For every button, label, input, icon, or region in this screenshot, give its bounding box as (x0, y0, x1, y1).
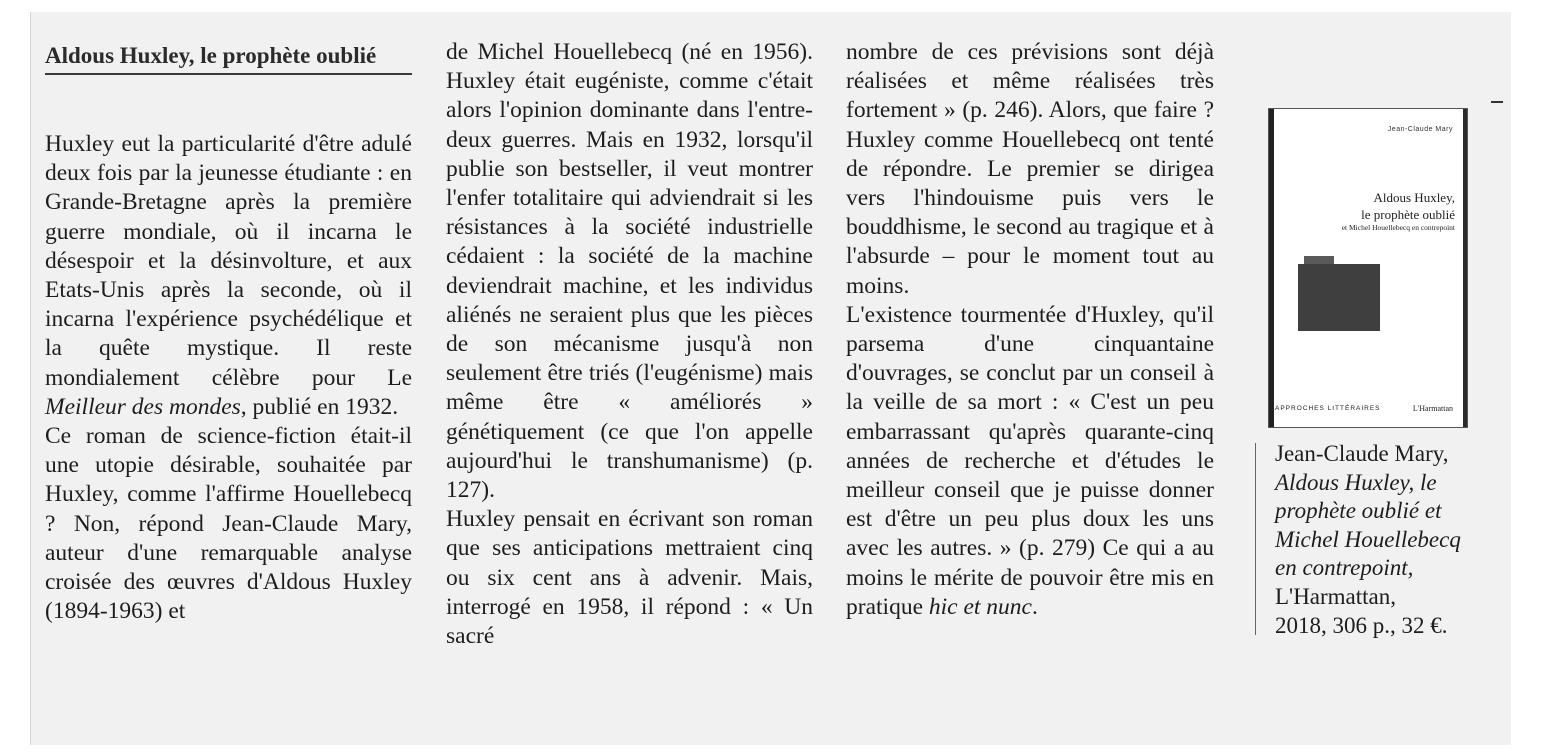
paragraph: Huxley eut la particularité d'être adulé deux fois par la jeunesse étudiante : en Grande-Bretagne après la première guerre mondiale, où il incarna le désespoir et la désinvolture, et aux Etats-Unis après la seconde, où il incarna l'expérience psychédélique et la quête mystique. Il reste mondialement célèbre pour Le Meilleur des mondes, publié en 1932. (45, 131, 412, 420)
article-column-3 (846, 38, 1214, 622)
cover-subtitle: et Michel Houellebecq en contrepoint (1341, 223, 1455, 232)
caption-title: prophète oublié et (1275, 498, 1442, 524)
cover-author: Jean-Claude Mary (1387, 126, 1453, 133)
caption-title: en contrepoint, (1275, 555, 1414, 581)
cover-title: Aldous Huxley, le prophète oublié (1361, 190, 1455, 222)
caption-author: Jean-Claude Mary, (1275, 441, 1449, 466)
caption-details: 2018, 306 p., 32 €. (1275, 612, 1448, 638)
book-cover (1268, 108, 1468, 428)
caption-title: Michel Houellebecq (1275, 526, 1461, 552)
book-caption (1275, 440, 1495, 640)
cover-spine (1269, 109, 1274, 427)
caption-divider (1255, 443, 1256, 635)
book-title-italic: Meilleur des mondes (45, 393, 241, 420)
cover-series: APPROCHES LITTÉRAIRES (1275, 405, 1381, 412)
article-column-1 (45, 130, 412, 626)
cover-photo (1298, 264, 1380, 331)
latin-phrase-italic: hic et nunc (928, 593, 1032, 620)
margin-mark (1491, 101, 1503, 103)
paragraph: Huxley pensait en écrivant son roman que ses anticipations mettraient cinq ou six cent ans à advenir. Mais, interrogé en 1958, il répond : « Un sacré (446, 506, 813, 650)
cover-edge (1463, 109, 1467, 427)
caption-title: Aldous Huxley, le (1275, 469, 1437, 495)
cover-publisher: L'Harmattan (1412, 404, 1453, 413)
paragraph: de Michel Houellebecq (né en 1956). Huxley était eugéniste, comme c'était alors l'opinion dominante dans l'entre-deux guerres. Mais en 1932, lorsqu'il publie son bestseller, il veut montrer l'enfer totalitaire qui adviendrait si les résistances à la société industrielle cédaient : la société de la machine deviendrait machine, et les individus aliénés ne seraient plus que les pièces de son mécanisme jusqu'à non seulement être triés (l'eugénisme) mais même être « améliorés » génétiquement (ce que l'on appelle aujourd'hui le transhumanisme) (p. 127). (446, 39, 813, 504)
paragraph: L'existence tourmentée d'Huxley, qu'il parsema d'une cinquantaine d'ouvrages, se conclut par un conseil à la veille de sa mort : « C'est un peu embarrassant qu'après quarante-cinq années de recherche et d'études le meilleur conseil que je puisse donner est d'être un peu plus doux les uns avec les autres. » (p. 279) Ce qui a au moins le mérite de pouvoir être mis en pratique hic et nunc. (846, 301, 1214, 620)
article-title: Aldous Huxley, le prophète oublié (45, 41, 412, 75)
article-column-2 (446, 38, 813, 651)
paragraph: Ce roman de science-fiction était-il une utopie désirable, souhaitée par Huxley, comme l'affirme Houellebecq ? Non, répond Jean-Claude Mary, auteur d'une remarquable analyse croisée des œuvres d'Aldous Huxley (1894-1963) et (45, 423, 412, 625)
caption-publisher: L'Harmattan, (1275, 583, 1397, 609)
paragraph: nombre de ces prévisions sont déjà réalisées et même réalisées très fortement » (p. 246). Alors, que faire ? Huxley comme Houellebecq ont tenté de répondre. Le premier se dirigea vers l'hindouisme puis vers le bouddhisme, le second au tragique et à l'absurde – pour le moment tout au moins. (846, 39, 1214, 299)
